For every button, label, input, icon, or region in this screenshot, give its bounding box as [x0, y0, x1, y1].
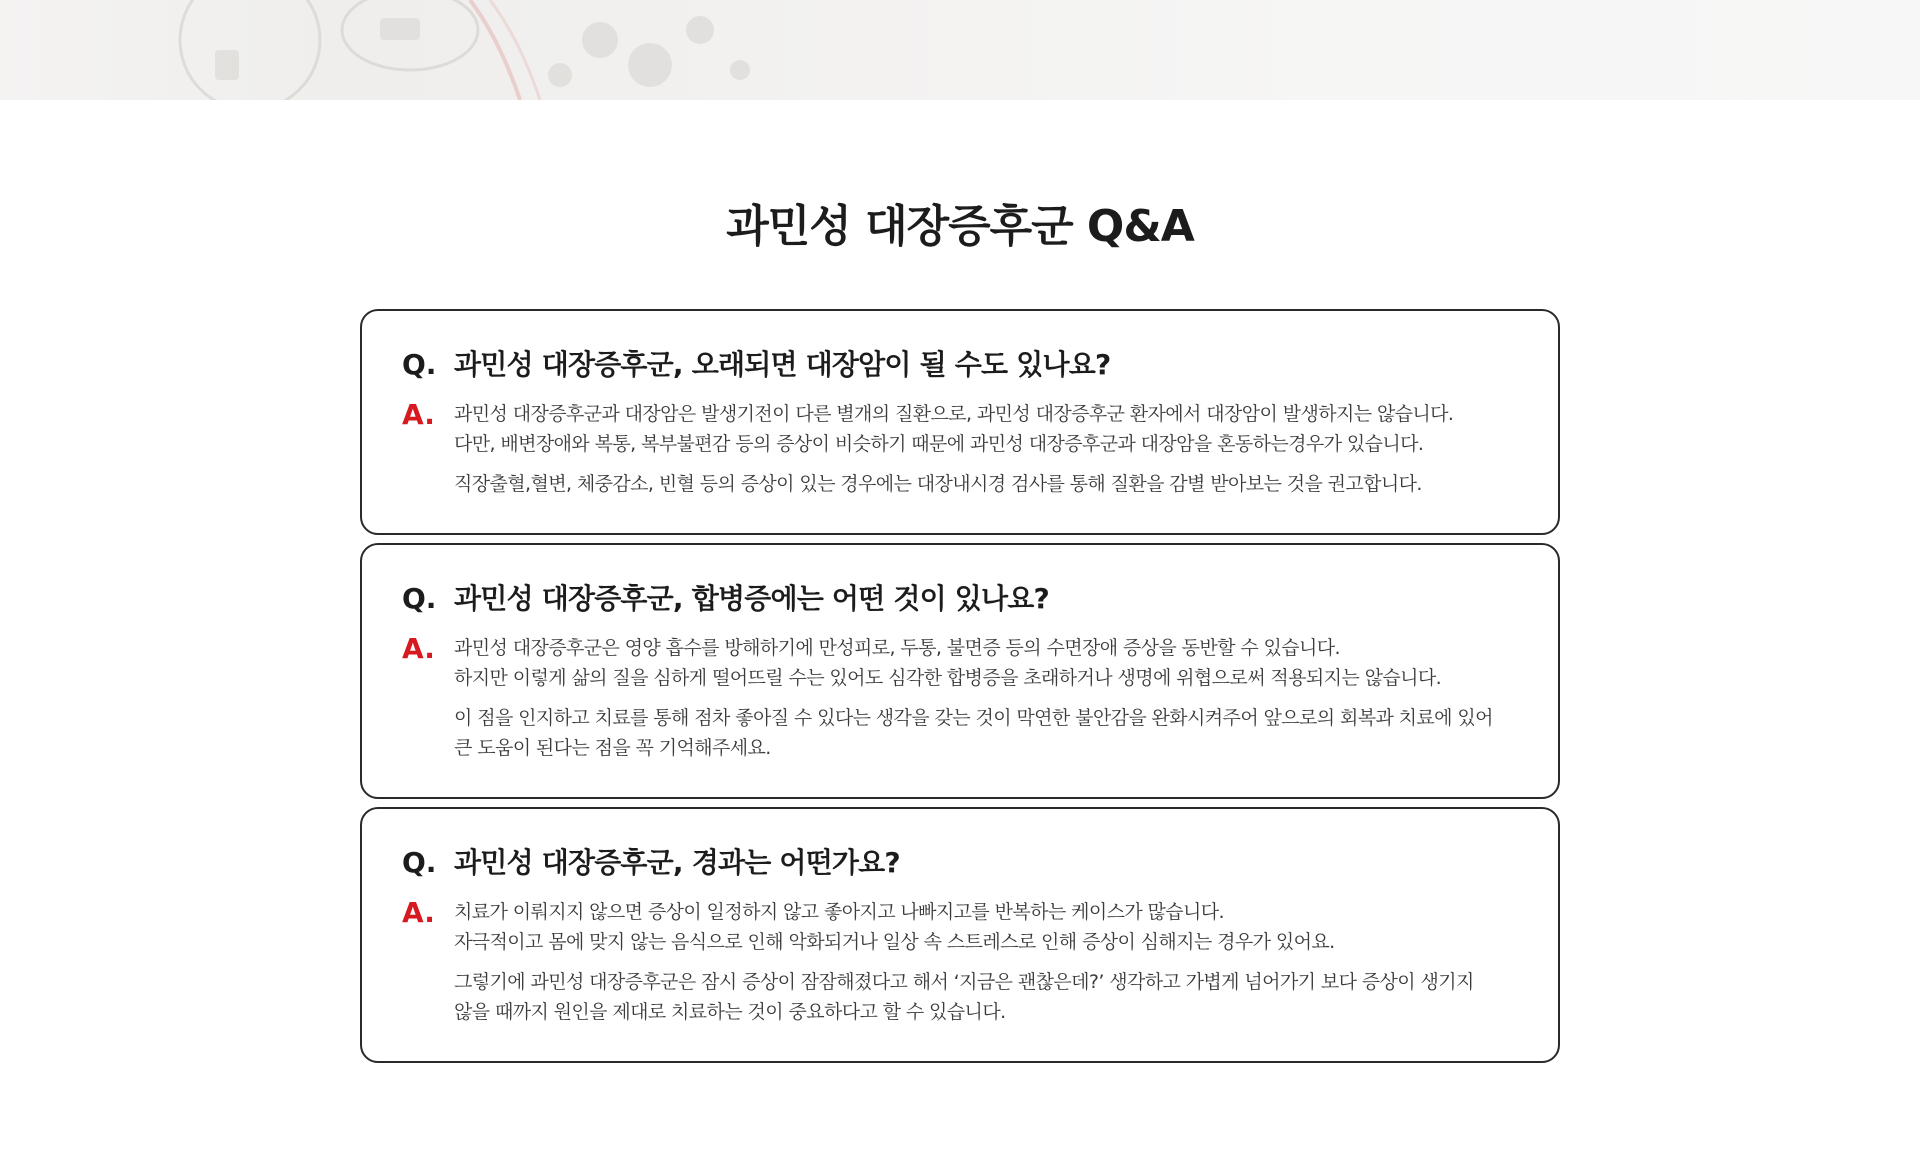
answer-body [454, 633, 1518, 763]
question-mark: Q. [402, 846, 437, 879]
question-row [402, 347, 1518, 383]
answer-row [402, 633, 1518, 763]
decorative-banner [0, 0, 1920, 100]
answer-line: 자극적이고 몸에 맞지 않는 음식으로 인해 악화되거나 일상 속 스트레스로 인해 증상이 심해지는 경우가 있어요. [454, 931, 1335, 953]
qa-list [360, 309, 1560, 1071]
qa-card [360, 807, 1560, 1063]
answer-line: 치료가 이뤄지지 않으면 증상이 일정하지 않고 좋아지고 나빠지고를 반복하는 케이스가 많습니다. [454, 901, 1224, 923]
answer-mark: A. [402, 398, 435, 431]
answer-paragraph [454, 469, 1518, 499]
answer-paragraph [454, 897, 1518, 957]
answer-line: 직장출혈,혈변, 체중감소, 빈혈 등의 증상이 있는 경우에는 대장내시경 검사를 통해 질환을 감별 받아보는 것을 권고합니다. [454, 473, 1422, 495]
stamp-pattern-illustration [0, 0, 1920, 100]
question-text: 과민성 대장증후군, 합병증에는 어떤 것이 있나요? [454, 582, 1049, 615]
question-text: 과민성 대장증후군, 경과는 어떤가요? [454, 846, 900, 879]
answer-paragraph [454, 633, 1518, 693]
qa-card [360, 543, 1560, 799]
answer-mark: A. [402, 896, 435, 929]
answer-mark: A. [402, 632, 435, 665]
answer-line: 않을 때까지 원인을 제대로 치료하는 것이 중요하다고 할 수 있습니다. [454, 1001, 1006, 1023]
question-row [402, 581, 1518, 617]
answer-line: 그렇기에 과민성 대장증후군은 잠시 증상이 잠잠해졌다고 해서 ‘지금은 괜찮은데?’ 생각하고 가볍게 넘어가기 보다 증상이 생기지 [454, 971, 1474, 993]
answer-paragraph [454, 967, 1518, 1027]
answer-line: 과민성 대장증후군은 영양 흡수를 방해하기에 만성피로, 두통, 불면증 등의 수면장애 증상을 동반할 수 있습니다. [454, 637, 1340, 659]
answer-line: 과민성 대장증후군과 대장암은 발생기전이 다른 별개의 질환으로, 과민성 대장증후군 환자에서 대장암이 발생하지는 않습니다. [454, 403, 1454, 425]
qa-card [360, 309, 1560, 535]
answer-line: 하지만 이렇게 삶의 질을 심하게 떨어뜨릴 수는 있어도 심각한 합병증을 초래하거나 생명에 위협으로써 적용되지는 않습니다. [454, 667, 1442, 689]
question-row [402, 845, 1518, 881]
question-text: 과민성 대장증후군, 오래되면 대장암이 될 수도 있나요? [454, 348, 1111, 381]
answer-row [402, 897, 1518, 1027]
answer-line: 큰 도움이 된다는 점을 꼭 기억해주세요. [454, 737, 771, 759]
answer-paragraph [454, 703, 1518, 763]
answer-line: 다만, 배변장애와 복통, 복부불편감 등의 증상이 비슷하기 때문에 과민성 대장증후군과 대장암을 혼동하는경우가 있습니다. [454, 433, 1424, 455]
question-mark: Q. [402, 348, 437, 381]
answer-row [402, 399, 1518, 499]
answer-body [454, 399, 1518, 499]
question-mark: Q. [402, 582, 437, 615]
answer-body [454, 897, 1518, 1027]
answer-line: 이 점을 인지하고 치료를 통해 점차 좋아질 수 있다는 생각을 갖는 것이 막연한 불안감을 완화시켜주어 앞으로의 회복과 치료에 있어 [454, 707, 1493, 729]
answer-paragraph [454, 399, 1518, 459]
page-title: 과민성 대장증후군 Q&A [726, 201, 1194, 252]
